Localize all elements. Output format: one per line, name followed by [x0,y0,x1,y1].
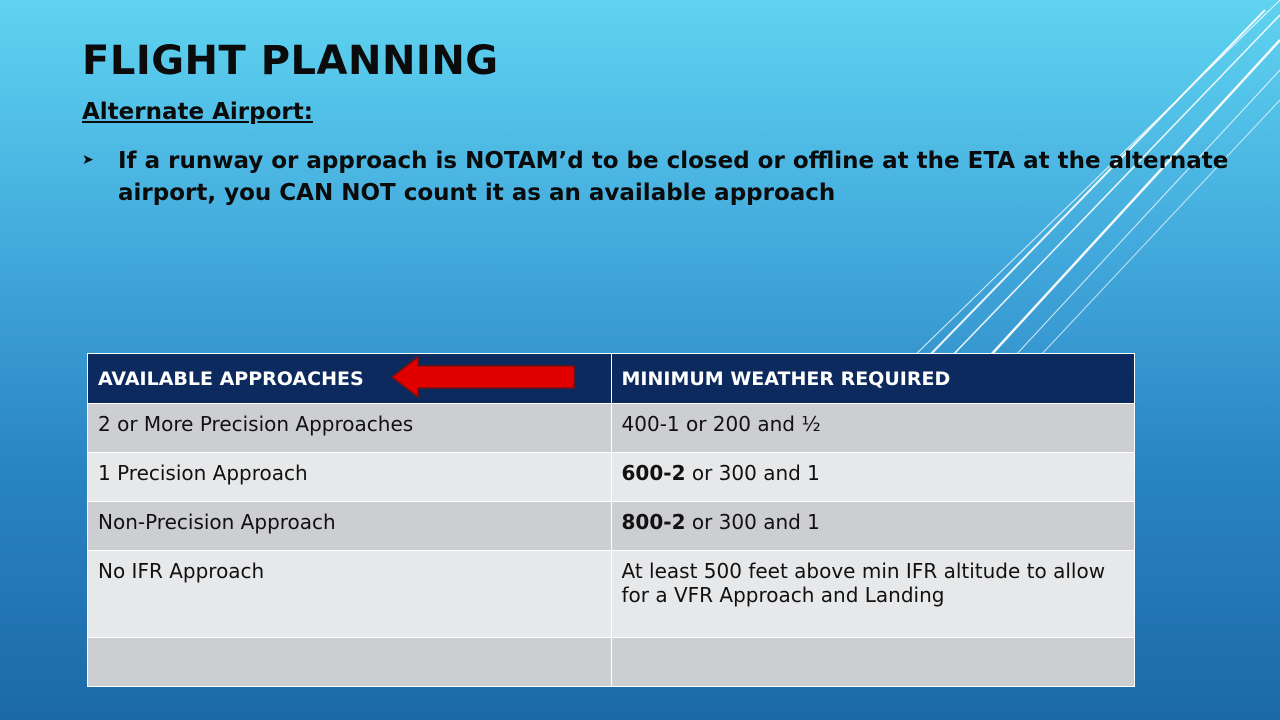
weather-cell [611,551,1134,638]
weather-cell [611,638,1134,687]
slide-title: FLIGHT PLANNING [82,38,499,84]
weather-bold: 600-2 [621,461,686,485]
header-available-approaches: AVAILABLE APPROACHES [88,354,612,404]
bullet-text: If a runway or approach is NOTAM’d to be closed or offline at the ETA at the alternate airport, you CAN NOT count it as an available approach [118,148,1229,206]
weather-cell [611,502,1134,551]
red-arrow-icon [390,354,576,400]
table-row [88,551,1135,638]
table-row [88,453,1135,502]
approaches-table [87,353,1135,687]
weather-text: or 300 and 1 [685,510,820,534]
bullet-item [82,145,1232,209]
table-header-row [88,354,1135,404]
table-row [88,638,1135,687]
table-row [88,502,1135,551]
approach-cell: 2 or More Precision Approaches [88,404,612,453]
approach-cell: 1 Precision Approach [88,453,612,502]
approach-cell: No IFR Approach [88,551,612,638]
weather-bold: 800-2 [621,510,686,534]
weather-text: or 300 and 1 [685,461,820,485]
approach-cell: Non-Precision Approach [88,502,612,551]
weather-text: 400-1 or 200 and ½ [621,412,821,436]
weather-cell [611,404,1134,453]
arrow-bullet-icon: ➤ [82,152,94,168]
slide-subtitle: Alternate Airport: [82,99,313,125]
weather-cell [611,453,1134,502]
table-row [88,404,1135,453]
approach-cell [88,638,612,687]
weather-text: At least 500 feet above min IFR altitude to allow for a VFR Approach and Landing [621,559,1106,607]
header-minimum-weather: MINIMUM WEATHER REQUIRED [611,354,1134,404]
